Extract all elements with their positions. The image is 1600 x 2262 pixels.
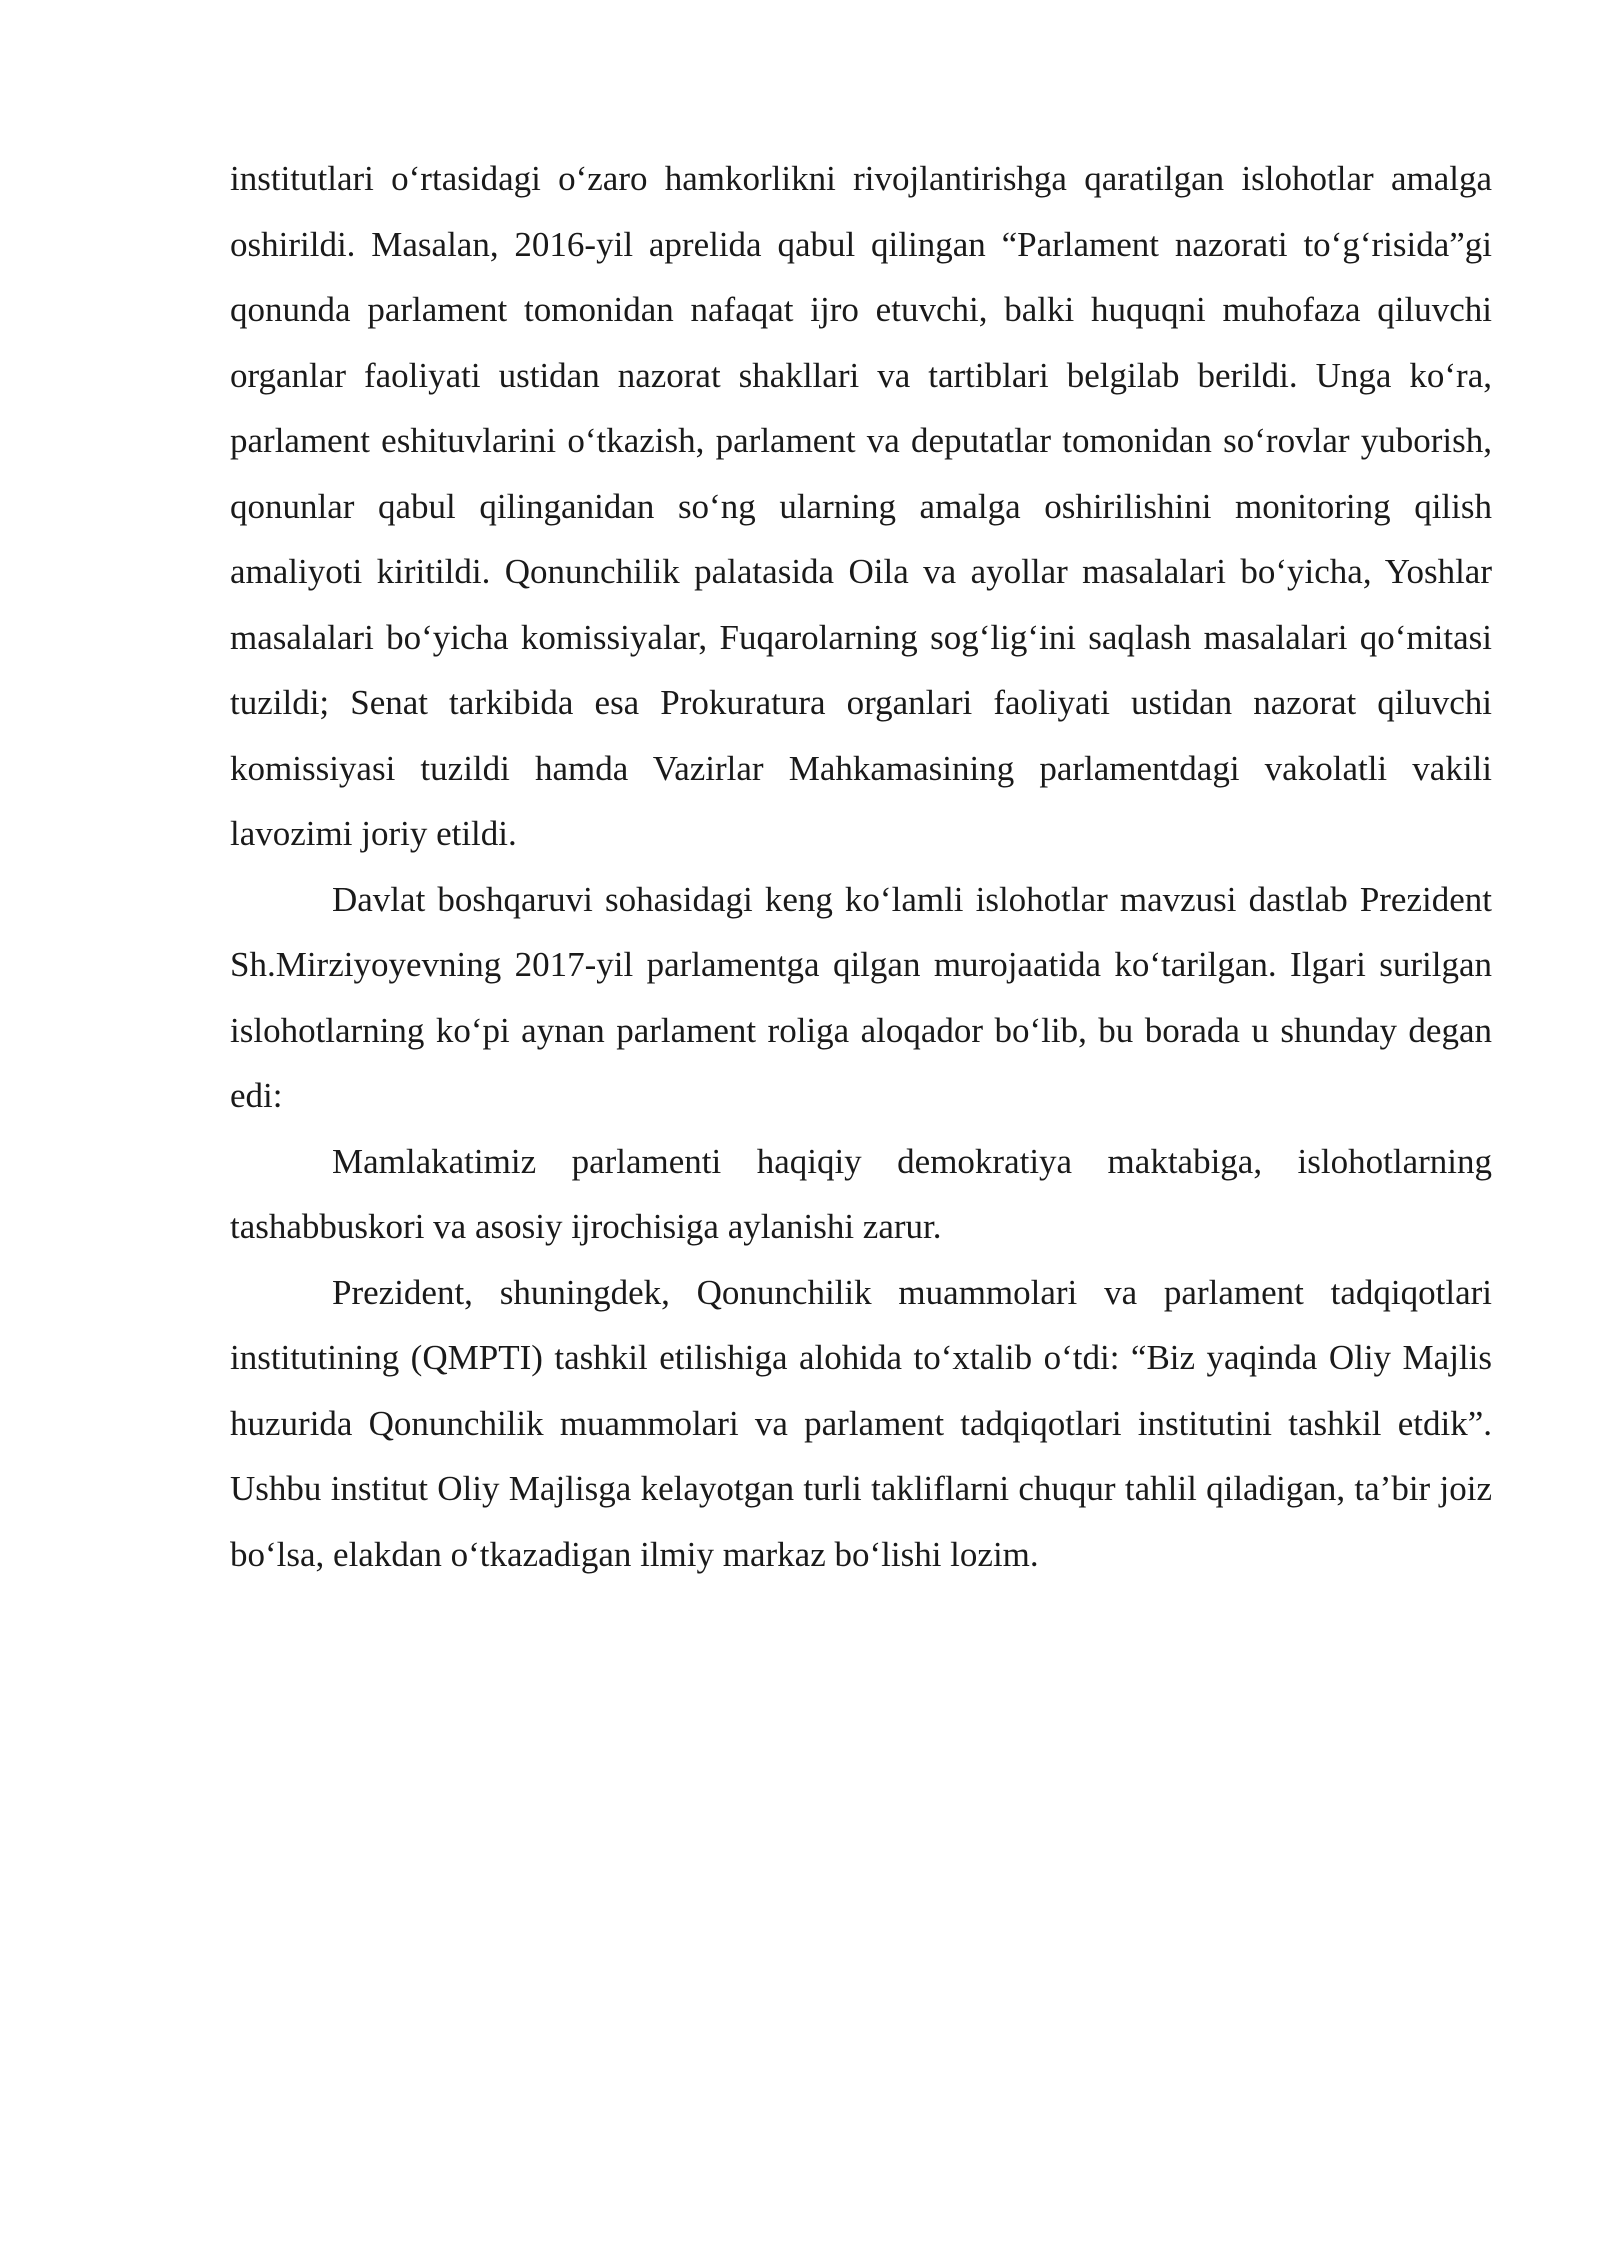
paragraph-continuation: institutlari o‘rtasidagi o‘zaro hamkorlikni rivojlantirishga qaratilgan islohotlar amalga oshirildi. Masalan, 2016-yil aprelida qabul qilingan “Parlament nazorati to‘g‘risida”gi qonunda parlament tomonidan nafaqat ijro etuvchi, balki huquqni muhofaza qiluvchi organlar faoliyati ustidan nazorat shakllari va tartiblari belgilab berildi. Unga ko‘ra, parlament eshituvlarini o‘tkazish, parlament va deputatlar tomonidan so‘rovlar yuborish, qonunlar qabul qilinganidan so‘ng ularning amalga oshirilishini monitoring qilish amaliyoti kiritildi. Qonunchilik palatasida Oila va ayollar masalalari bo‘yicha, Yoshlar masalalari bo‘yicha komissiyalar, Fuqarolarning sog‘lig‘ini saqlash masalalari qo‘mitasi tuzildi; Senat tarkibida esa Prokuratura organlari faoliyati ustidan nazorat qiluvchi komissiyasi tuzildi hamda Vazirlar Mahkamasining parlamentdagi vakolatli vakili lavozimi joriy etildi.: [230, 159, 1492, 853]
paragraph-institute: Prezident, shuningdek, Qonunchilik muammolari va parlament tadqiqotlari institutining (QMPTI) tashkil etilishiga alohida to‘xtalib o‘tdi: “Biz yaqinda Oliy Majlis huzurida Qonunchilik muammolari va parlament tadqiqotlari institutini tashkil etdik”. Ushbu institut Oliy Majlisga kelayotgan turli takliflarni chuqur tahlil qiladigan, ta’bir joiz bo‘lsa, elakdan o‘tkazadigan ilmiy markaz bo‘lishi lozim.: [230, 1272, 1492, 1574]
paragraph-reform-topic: Davlat boshqaruvi sohasidagi keng ko‘lamli islohotlar mavzusi dastlab Prezident Sh.Mirziyoyevning 2017-yil parlamentga qilgan murojaatida ko‘tarilgan. Ilgari surilgan islohotlarning ko‘pi aynan parlament roliga aloqador bo‘lib, bu borada u shunday degan edi:: [230, 879, 1492, 1115]
body-text: [230, 146, 1492, 1587]
paragraph-quote: Mamlakatimiz parlamenti haqiqiy demokratiya maktabiga, islohotlarning tashabbuskori va asosiy ijrochisiga aylanishi zarur.: [230, 1141, 1492, 1246]
